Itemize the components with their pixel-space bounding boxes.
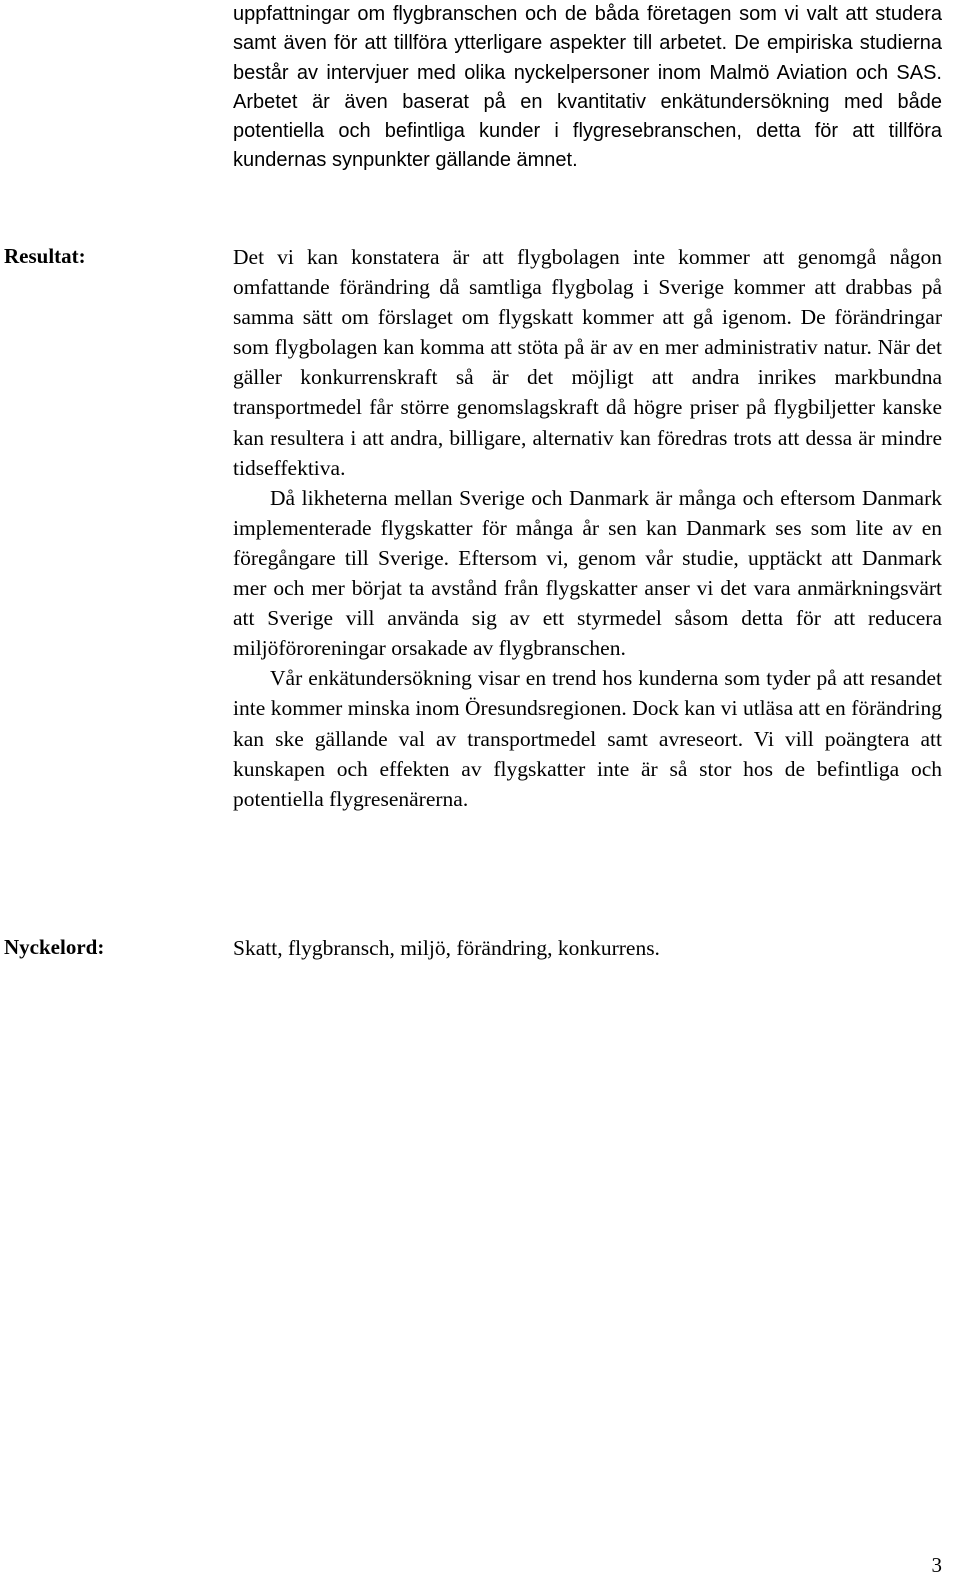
keywords-section [233, 933, 942, 963]
results-paragraph-3: Vår enkätundersökning visar en trend hos kunderna som tyder på att resandet inte kommer minska inom Öresundsregionen. Dock kan vi utläsa att en förändring kan ske gällande val av transportmedel samt avreseort. Vi vill poängtera att kunskapen och effekten av flygskatter inte är så stor hos de befintliga och potentiella flygresenärerna. [233, 666, 942, 811]
page-number: 3 [931, 1553, 942, 1577]
results-section [233, 242, 942, 814]
results-paragraph-1: Det vi kan konstatera är att flygbolagen inte kommer att genomgå någon omfattande förändring då samtliga flygbolag i Sverige kommer att drabbas på samma sätt om förslaget om flygskatt kommer att gå igenom. De förändringar som flygbolagen kan komma att stöta på är av en mer administrativ natur. När det gäller konkurrenskraft så är det möjligt att andra inrikes markbundna transportmedel får större genomslagskraft då högre priser på flygbiljetter kanske kan resultera i att andra, billigare, alternativ kan föredras trots att dessa är mindre tidseffektiva. [233, 245, 942, 480]
keywords-text: Skatt, flygbransch, miljö, förändring, konkurrens. [233, 936, 660, 960]
method-continuation [233, 0, 942, 176]
results-paragraph-2: Då likheterna mellan Sverige och Danmark är många och eftersom Danmark implementerade flygskatter för många år sen kan Danmark ses som lite av en föregångare till Sverige. Eftersom vi, genom vår studie, upptäckt att Danmark mer och mer börjat ta avstånd från flygskatter anser vi det vara anmärkningsvärt att Sverige vill använda sig av ett styrmedel såsom detta för att reducera miljöföroreningar orsakade av flygbranschen. [233, 485, 942, 661]
results-label: Resultat: [4, 244, 86, 268]
method-paragraph: uppfattningar om flygbranschen och de båda företagen som vi valt att studera samt även för att tillföra ytterligare aspekter till arbetet. De empiriska studierna består av intervjuer med olika nyckelpersoner inom Malmö Aviation och SAS. Arbetet är även baserat på en kvantitativ enkätundersökning med både potentiella och befintliga kunder i flygresebranschen, detta för att tillföra kundernas synpunkter gällande ämnet. [233, 3, 942, 172]
keywords-label: Nyckelord: [4, 935, 105, 959]
